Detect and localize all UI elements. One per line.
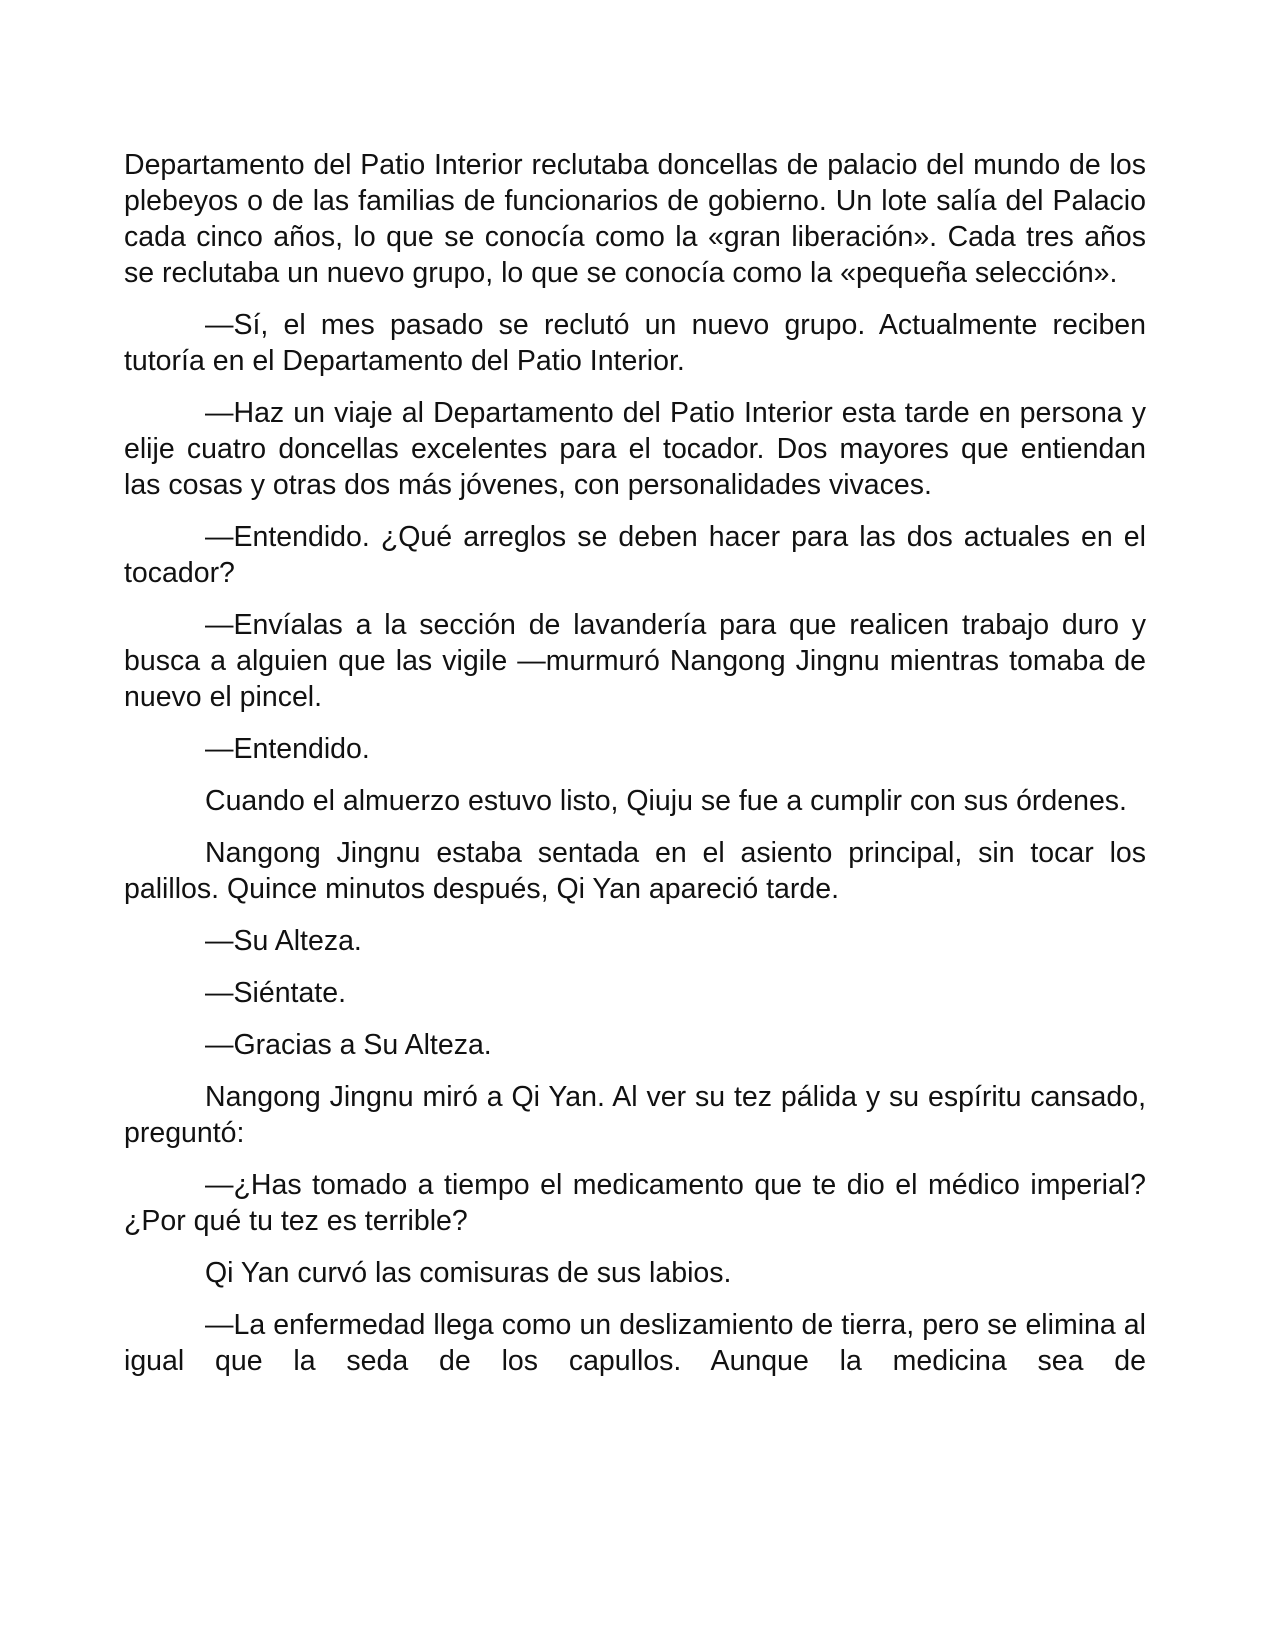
paragraph-9: —Su Alteza. xyxy=(205,925,362,957)
paragraph-8: Nangong Jingnu estaba sentada en el asiento principal, sin tocar los palillos. Quince minutos después, Qi Yan apareció tarde. xyxy=(124,837,1146,905)
paragraph-5: —Envíalas a la sección de lavandería para que realicen trabajo duro y busca a alguien que las vigile —murmuró Nangong Jingnu mientras tomaba de nuevo el pincel. xyxy=(124,609,1146,713)
paragraph-12: Nangong Jingnu miró a Qi Yan. Al ver su tez pálida y su espíritu cansado, preguntó: xyxy=(124,1081,1146,1149)
paragraph-14: Qi Yan curvó las comisuras de sus labios. xyxy=(205,1257,732,1289)
paragraph-15: —La enfermedad llega como un deslizamiento de tierra, pero se elimina al igual que la seda de los capullos. Aunque la medicina sea de xyxy=(124,1309,1146,1377)
paragraph-4: —Entendido. ¿Qué arreglos se deben hacer para las dos actuales en el tocador? xyxy=(124,521,1146,589)
paragraph-13: —¿Has tomado a tiempo el medicamento que te dio el médico imperial? ¿Por qué tu tez es terrible? xyxy=(124,1169,1146,1237)
paragraph-7: Cuando el almuerzo estuvo listo, Qiuju se fue a cumplir con sus órdenes. xyxy=(205,785,1127,817)
paragraph-1: Departamento del Patio Interior reclutaba doncellas de palacio del mundo de los plebeyos o de las familias de funcionarios de gobierno. Un lote salía del Palacio cada cinco años, lo que se conocía como la «gran liberación». Cada tres años se reclutaba un nuevo grupo, lo que se conocía como la «pequeña selección». xyxy=(124,149,1146,289)
body-text xyxy=(124,147,1146,1379)
paragraph-3: —Haz un viaje al Departamento del Patio Interior esta tarde en persona y elije cuatro doncellas excelentes para el tocador. Dos mayores que entiendan las cosas y otras dos más jóvenes, con personalidades vivaces. xyxy=(124,397,1146,501)
paragraph-10: —Siéntate. xyxy=(205,977,346,1009)
paragraph-6: —Entendido. xyxy=(205,733,370,765)
paragraph-2: —Sí, el mes pasado se reclutó un nuevo grupo. Actualmente reciben tutoría en el Departamento del Patio Interior. xyxy=(124,309,1146,377)
paragraph-11: —Gracias a Su Alteza. xyxy=(205,1029,492,1061)
